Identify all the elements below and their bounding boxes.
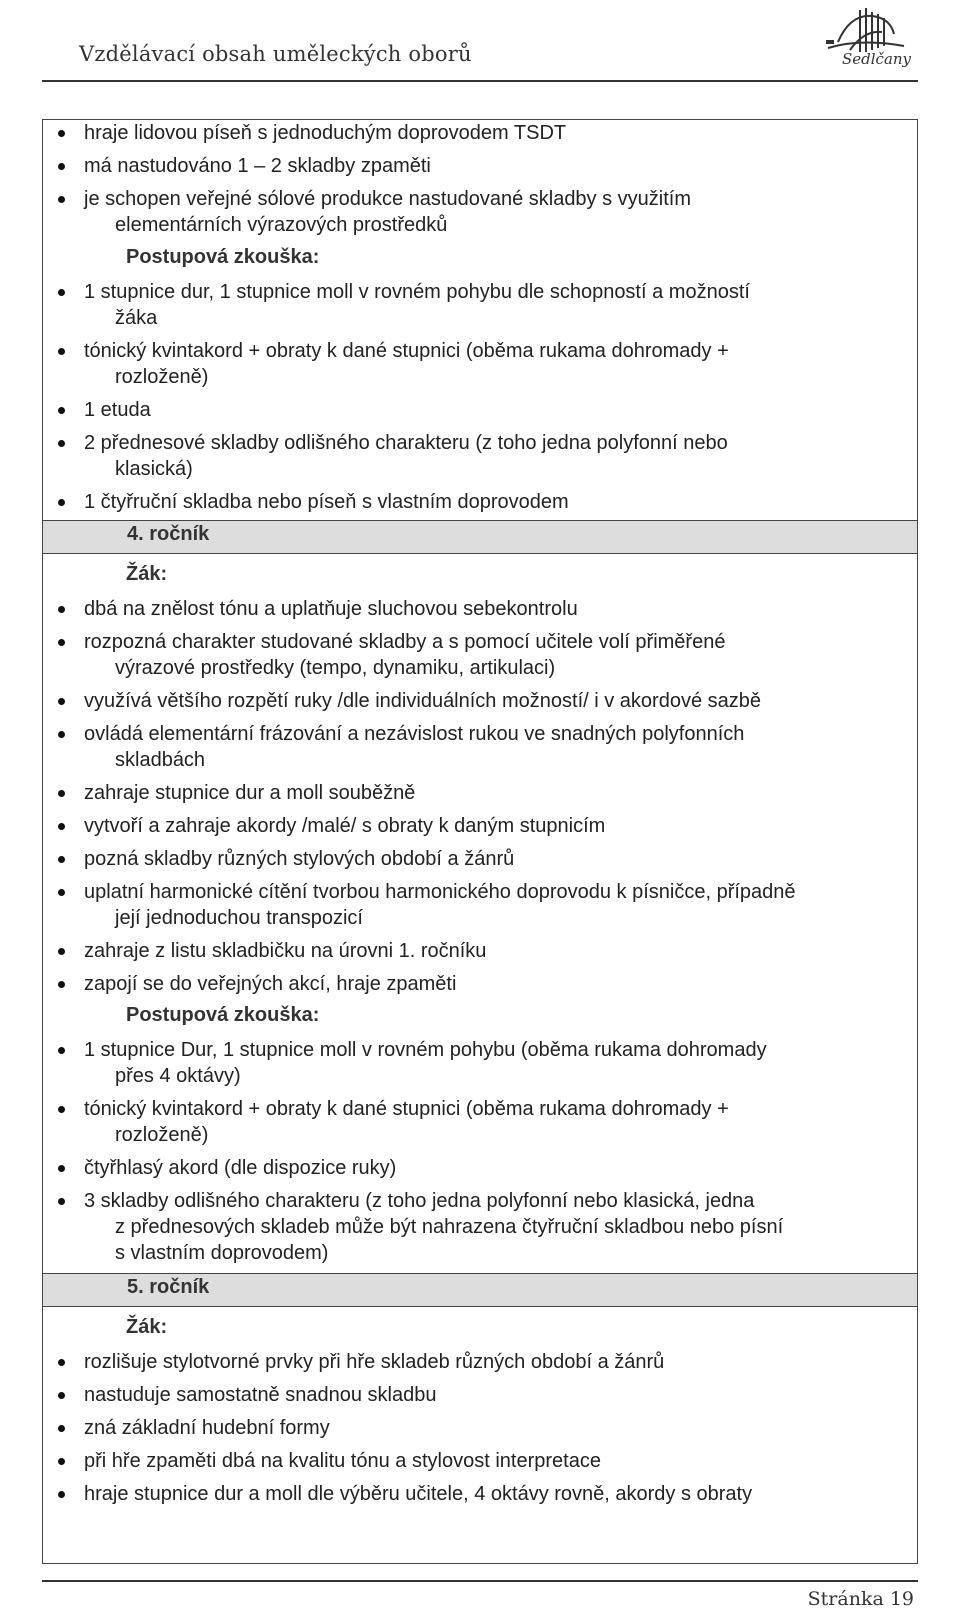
bullet-icon bbox=[58, 698, 65, 705]
item-line: tónický kvintakord + obraty k dané stupnici (oběma rukama dohromady + bbox=[84, 340, 729, 362]
item-line: tónický kvintakord + obraty k dané stupnici (oběma rukama dohromady + bbox=[84, 1098, 729, 1120]
item-line: je schopen veřejné sólové produkce nastudované skladby s využitím bbox=[84, 188, 692, 210]
content-frame bbox=[42, 119, 918, 1564]
bullet-icon bbox=[58, 163, 65, 170]
item-line: zapojí se do veřejných akcí, hraje zpaměti bbox=[84, 973, 457, 995]
bullet-icon bbox=[58, 196, 65, 203]
item-line: elementárních výrazových prostředků bbox=[115, 214, 448, 236]
bullet-icon bbox=[58, 790, 65, 797]
page-number: Stránka 19 bbox=[807, 1588, 914, 1610]
bullet-icon bbox=[58, 606, 65, 613]
bullet-icon bbox=[58, 499, 65, 506]
exam-heading: Postupová zkouška: bbox=[126, 246, 320, 268]
item-line: 2 přednesové skladby odlišného charakteru (z toho jedna polyfonní nebo bbox=[84, 432, 728, 454]
bullet-icon bbox=[58, 1198, 65, 1205]
item-line: z přednesových skladeb může být nahrazena čtyřruční skladbou nebo písní bbox=[115, 1216, 784, 1238]
pupil-heading: Žák: bbox=[126, 563, 168, 585]
item-line: přes 4 oktávy) bbox=[115, 1065, 241, 1087]
grade-heading: 4. ročník bbox=[127, 523, 210, 545]
item-line: nastuduje samostatně snadnou skladbu bbox=[84, 1384, 437, 1406]
school-logo bbox=[820, 4, 916, 74]
item-line: 1 čtyřruční skladba nebo píseň s vlastním doprovodem bbox=[84, 491, 569, 513]
grade-heading-band bbox=[43, 520, 917, 554]
footer-rule bbox=[42, 1580, 918, 1582]
item-line: uplatní harmonické cítění tvorbou harmonického doprovodu k písničce, případně bbox=[84, 881, 796, 903]
grade-heading-band bbox=[43, 1273, 917, 1307]
bullet-icon bbox=[58, 348, 65, 355]
bullet-icon bbox=[58, 130, 65, 137]
bullet-icon bbox=[58, 1392, 65, 1399]
item-line: čtyřhlasý akord (dle dispozice ruky) bbox=[84, 1157, 397, 1179]
item-line: hraje stupnice dur a moll dle výběru učitele, 4 oktávy rovně, akordy s obraty bbox=[84, 1483, 753, 1505]
item-line: rozpozná charakter studované skladby a s pomocí učitele volí přiměřené bbox=[84, 631, 726, 653]
item-line: využívá většího rozpětí ruky /dle individuálních možností/ i v akordové sazbě bbox=[84, 690, 762, 712]
bullet-icon bbox=[58, 1165, 65, 1172]
bullet-icon bbox=[58, 823, 65, 830]
pupil-heading: Žák: bbox=[126, 1316, 168, 1338]
header-title: Vzdělávací obsah uměleckých oborů bbox=[79, 42, 472, 66]
grade-heading: 5. ročník bbox=[127, 1276, 210, 1298]
item-line: žáka bbox=[115, 307, 158, 329]
bullet-icon bbox=[58, 856, 65, 863]
bullet-icon bbox=[58, 1359, 65, 1366]
item-line: skladbách bbox=[115, 749, 206, 771]
item-line: rozloženě) bbox=[115, 1124, 209, 1146]
exam-heading: Postupová zkouška: bbox=[126, 1004, 320, 1026]
item-line: vytvoří a zahraje akordy /malé/ s obraty k daným stupnicím bbox=[84, 815, 606, 837]
header-rule bbox=[42, 80, 918, 82]
bullet-icon bbox=[58, 1425, 65, 1432]
bullet-icon bbox=[58, 407, 65, 414]
item-line: při hře zpaměti dbá na kvalitu tónu a stylovost interpretace bbox=[84, 1450, 601, 1472]
item-line: zahraje stupnice dur a moll souběžně bbox=[84, 782, 416, 804]
item-line: s vlastním doprovodem) bbox=[115, 1242, 329, 1264]
item-line: 1 etuda bbox=[84, 399, 151, 421]
logo-text: Sedlčany bbox=[842, 50, 912, 68]
bullet-icon bbox=[58, 948, 65, 955]
bullet-icon bbox=[58, 1491, 65, 1498]
item-line: zná základní hudební formy bbox=[84, 1417, 330, 1439]
item-line: pozná skladby různých stylových období a žánrů bbox=[84, 848, 515, 870]
item-line: rozloženě) bbox=[115, 366, 209, 388]
item-line: 1 stupnice Dur, 1 stupnice moll v rovném pohybu (oběma rukama dohromady bbox=[84, 1039, 767, 1061]
item-line: hraje lidovou píseň s jednoduchým doprovodem TSDT bbox=[84, 122, 567, 144]
item-line: dbá na znělost tónu a uplatňuje sluchovou sebekontrolu bbox=[84, 598, 578, 620]
item-line: 3 skladby odlišného charakteru (z toho jedna polyfonní nebo klasická, jedna bbox=[84, 1190, 755, 1212]
bullet-icon bbox=[58, 1458, 65, 1465]
item-line: 1 stupnice dur, 1 stupnice moll v rovném pohybu dle schopností a možností bbox=[84, 281, 750, 303]
item-line: rozlišuje stylotvorné prvky při hře skladeb různých období a žánrů bbox=[84, 1351, 665, 1373]
bullet-icon bbox=[58, 1106, 65, 1113]
bullet-icon bbox=[58, 889, 65, 896]
bullet-icon bbox=[58, 289, 65, 296]
bullet-icon bbox=[58, 1047, 65, 1054]
item-line: její jednoduchou transpozicí bbox=[115, 907, 363, 929]
item-line: má nastudováno 1 – 2 skladby zpaměti bbox=[84, 155, 431, 177]
item-line: zahraje z listu skladbičku na úrovni 1. ročníku bbox=[84, 940, 487, 962]
bullet-icon bbox=[58, 440, 65, 447]
item-line: výrazové prostředky (tempo, dynamiku, artikulaci) bbox=[115, 657, 556, 679]
bullet-icon bbox=[58, 731, 65, 738]
item-line: ovládá elementární frázování a nezávislost rukou ve snadných polyfonních bbox=[84, 723, 745, 745]
bullet-icon bbox=[58, 981, 65, 988]
bullet-icon bbox=[58, 639, 65, 646]
item-line: klasická) bbox=[115, 458, 193, 480]
